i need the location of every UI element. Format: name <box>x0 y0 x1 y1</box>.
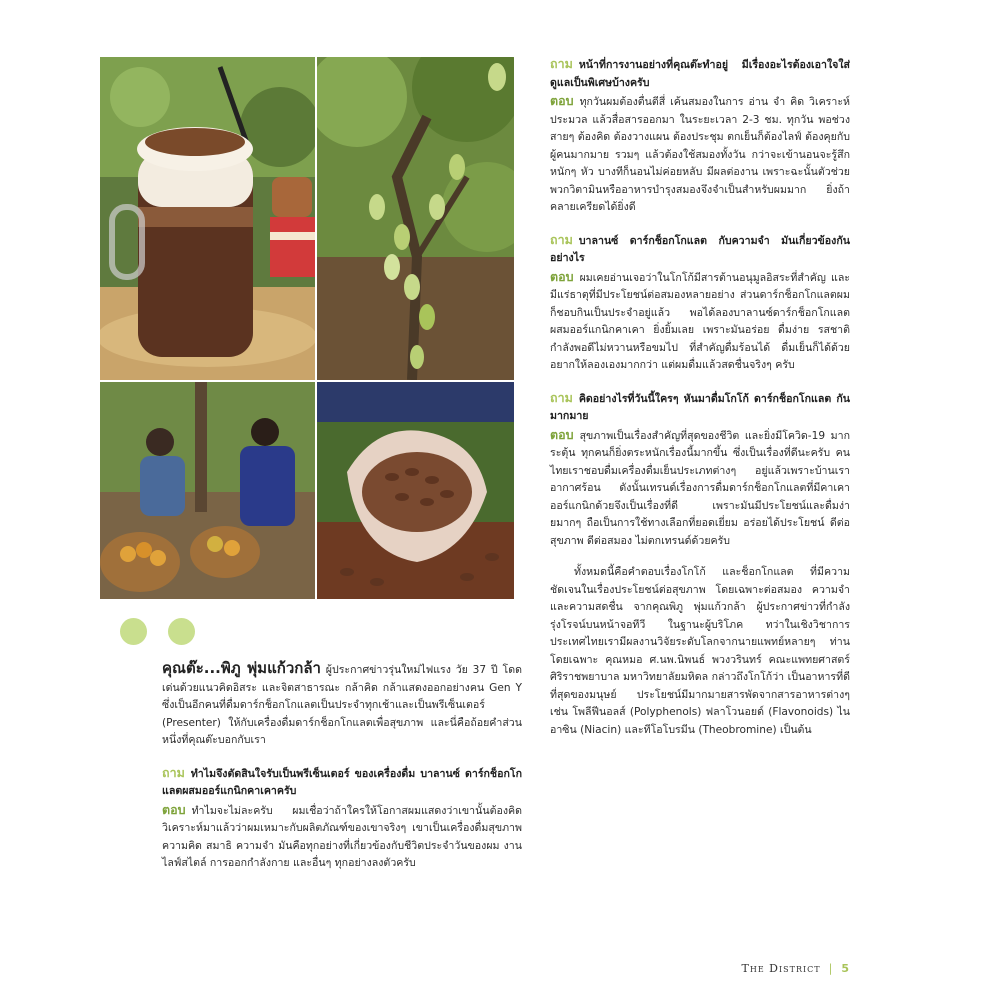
answer-tag: ตอบ <box>550 426 574 442</box>
answer-text: สุขภาพเป็นเรื่องสำคัญที่สุดของชีวิต และยิ่งมีโควิด-19 มากระตุ้น ทุกคนก็ยิ่งตระหนักเรื่องนี้มากขึ้น ซึ่งเป็นเรื่องที่ดีนะครับ คนไทยเราชอบดื่มเครื่องดื่มเย็นประเภทต่างๆ อยู่แล้วเพราะบ้านเราอากาศร้อน ดังนั้นเทรนด์เรื่องการดื่มดาร์กช็อกโกแลตที่มีคาเคาออร์แกนิกด้วยจึงเป็นเรื่องที่ดี เพราะมันมีประโยชน์และดื่มง่ายมากๆ ถือเป็นการใช้ทางเลือกที่ยอดเยี่ยม อร่อยได้ประโยชน์ ดีต่อสุขภาพ ดีต่อสมอง ไม่ตกเทรนด์ด้วยครับ <box>550 429 850 547</box>
answer-text: ผมเคยอ่านเจอว่าในโกโก้มีสารต้านอนุมูลอิสระที่สำคัญ และมีแร่ธาตุที่มีประโยชน์ต่อสมองหลายอย่าง ส่วนดาร์กช็อกโกแลตผมก็ชอบกินเป็นประจำอยู่แล้ว พอได้ลองบาลานซ์ดาร์กช็อกโกแลตผสมออร์แกนิกคาเคา ยิ่งยิ้มเลย เพราะมันอร่อย ดื่มง่าย รสชาติกำลังพอดีไม่หวานหรือขมไป ที่สำคัญดื่มร้อนได้ ดื่มเย็นก็ได้ด้วย อยากให้ลองเองมากกว่า แต่ผมดื่มแล้วสดชื่นจริงๆ ครับ <box>550 271 850 371</box>
answer-text: ทำไมจะไม่ละครับ ผมเชื่อว่าถ้าใครให้โอกาสผมแสดงว่าเขานั้นต้องคิดวิเคราะห์มาแล้วว่าผมเหมาะกับผลิตภัณฑ์ของเขาจริงๆ เขาเป็นเครื่องดื่มสุขภาพ ความคิด สมาธิ ความจำ มันคือทุกอย่างที่เกี่ยวข้องกับชีวิตประจำวันของผม งาน ไลฟ์สไตล์ การออกกำลังกาย และอื่นๆ ทุกอย่างลงตัวครับ <box>162 804 522 869</box>
qa-block <box>550 55 850 217</box>
page-footer <box>742 962 850 975</box>
question-tag: ถาม <box>550 56 573 71</box>
qa-block <box>550 231 850 375</box>
answer-tag: ตอบ <box>550 93 574 108</box>
answer <box>550 92 850 217</box>
question-text: ทำไมจึงตัดสินใจรับเป็นพรีเซ็นเตอร์ ของเครื่องดื่ม บาลานซ์ ดาร์กช็อกโกแลตผสมออร์แกนิกคาเคาครับ <box>162 767 522 797</box>
right-column <box>550 55 850 739</box>
intro-text: ผู้ประกาศข่าวรุ่นใหม่ไฟแรง วัย 37 ปี โดดเด่นด้วยแนวคิดอิสระ และจิตสาธารณะ กล้าคิด กล้าแสดงออกอย่างคน Gen Y ซึ่งเป็นอีกคนที่ดื่มดาร์กช็อกโกแลตเป็นประจำทุกเช้าและเป็นพรีเซ็นเตอร์ (Presenter) ให้กับเครื่องดื่มดาร์กช็อกโกแลตเพื่อสุขภาพ และนี่คือถ้อยคำส่วนหนึ่งที่คุณต๊ะบอกกับเรา <box>162 664 522 746</box>
decorative-dot <box>120 618 147 645</box>
cacao-beans-photo <box>317 382 514 599</box>
question <box>550 55 850 92</box>
question <box>162 764 522 801</box>
question-tag: ถาม <box>550 389 573 405</box>
interviewee-name: คุณต๊ะ...พิภู พุ่มแก้วกล้า <box>162 659 321 677</box>
question-tag: ถาม <box>550 231 573 247</box>
question-tag: ถาม <box>162 764 185 780</box>
photo-grid <box>100 57 514 599</box>
intro-paragraph <box>162 660 522 750</box>
magazine-name: The District <box>741 962 821 975</box>
footer-separator: | <box>828 962 834 975</box>
answer-tag: ตอบ <box>550 268 574 284</box>
cacao-harvest-photo <box>100 382 315 599</box>
decorative-dot <box>168 618 195 645</box>
cocoa-drink-photo <box>100 57 315 380</box>
cacao-tree-photo <box>317 57 514 380</box>
question <box>550 231 850 268</box>
answer <box>550 268 850 375</box>
closing-paragraph: ทั้งหมดนี้คือคำตอบเรื่องโกโก้ และช็อกโกแลต ที่มีความชัดเจนในเรื่องประโยชน์ต่อสุขภาพ โดยเฉพาะต่อสมอง ความจำ และความสดชื่น จากคุณพิภู พุ่มแก้วกล้า ผู้ประกาศข่าวที่กำลังรุ่งโรจน์บนหน้าจอทีวี ในฐานะผู้บริโภค ทว่าในเชิงวิชาการประเทศไทยเรามีผลงานวิจัยระดับโลกจากนายแพทย์หลายๆ ท่าน โดยเฉพาะ คุณหมอ ศ.นพ.นิพนธ์ พวงวรินทร์ คณะแพทยศาสตร์ ศิริราชพยาบาล มหาวิทยาลัยมหิดล กล่าวถึงโกโก้ว่า เป็นอาหารที่ดีที่สุดของมนุษย์ ประโยชน์มีมากมายสารพัดจากสารอาหารต่างๆ เช่น โพลีฟีนอลส์ (Polyphenols) ฟลาโวนอยด์ (Flavonoids) ไนอาซิน (Niacin) และทีโอโบรมีน (Theobromine) เป็นต้น <box>550 566 850 736</box>
answer-tag: ตอบ <box>162 801 186 817</box>
answer-text: ทุกวันผมต้องตื่นตีสี่ เค้นสมองในการ อ่าน จำ คิด วิเคราะห์ ประมวล แล้วสื่อสารออกมา ในระยะเวลา 2-3 ชม. ทุกวัน พอช่วงสายๆ ต้องคิด ต้องวางแผน ต้องประชุม ตกเย็นก็ต้องไลฟ์ ต้องคุยกับผู้คนมากมาย รวมๆ แล้วต้องใช้สมองทั้งวัน กว่าจะเข้านอนจะรู้สึกหนักๆ หัว บางทีก็นอนไม่ค่อยหลับ มีผลต่องาน เพราะฉะนั้นตัวช่วยพวกวิตามินหรืออาหารบำรุงสมองจึงจำเป็นสำหรับผมมาก ยิ่งถ้าคลายเครียดได้ยิ่งดี <box>550 96 850 213</box>
answer <box>162 801 522 873</box>
left-column <box>162 660 522 873</box>
qa-block <box>162 764 522 873</box>
qa-block <box>550 389 850 551</box>
question-text: หน้าที่การงานอย่างที่คุณต๊ะทำอยู่ มีเรื่องอะไรต้องเอาใจใส่ดูแลเป็นพิเศษบ้างครับ <box>550 59 850 89</box>
question-text: คิดอย่างไรที่วันนี้ใครๆ หันมาดื่มโกโก้ ดาร์กช็อกโกแลต กันมากมาย <box>550 392 850 422</box>
question <box>550 389 850 426</box>
question-text: บาลานซ์ ดาร์กช็อกโกแลต กับความจำ มันเกี่ยวข้องกันอย่างไร <box>550 234 850 264</box>
answer <box>550 426 850 551</box>
page-number: 5 <box>841 962 850 975</box>
